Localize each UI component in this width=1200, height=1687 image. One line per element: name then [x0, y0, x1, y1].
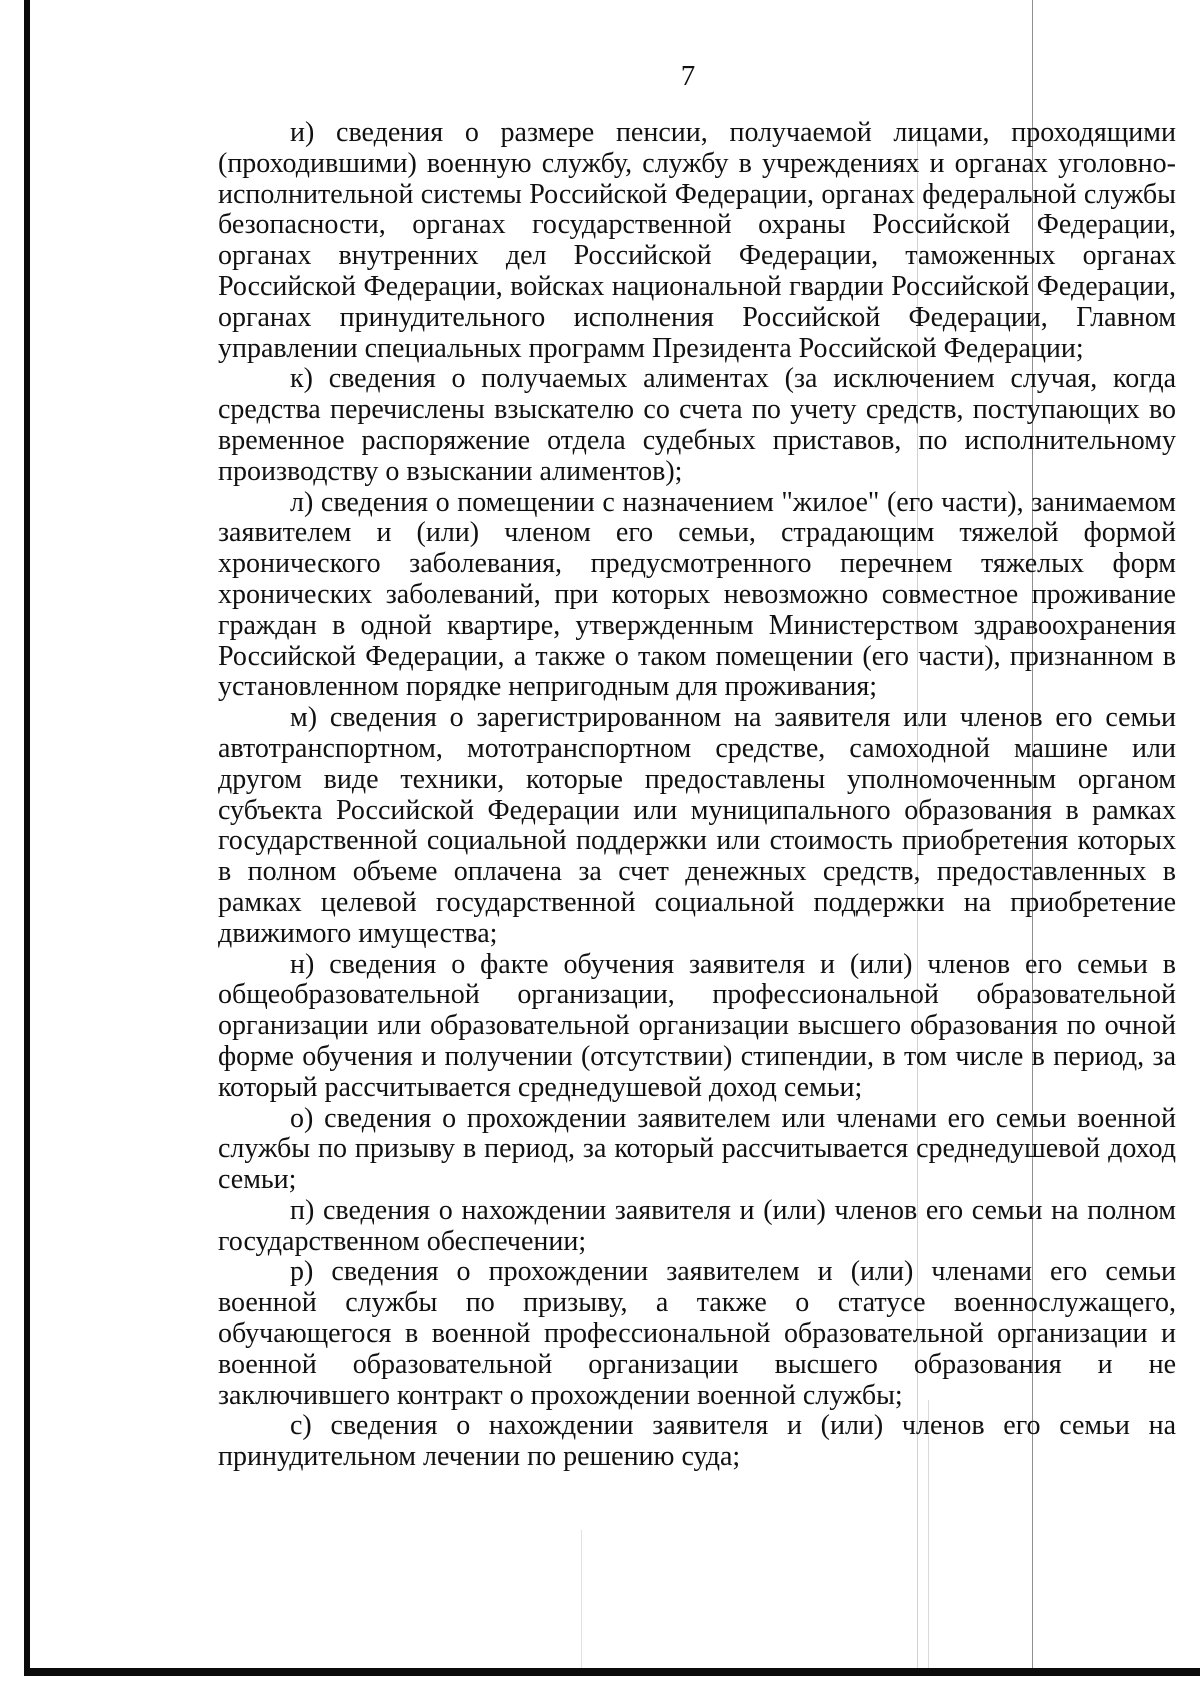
paragraph-r: р) сведения о прохождении заявителем и (или) членами его семьи военной службы по призыву, а также о статусе военнослужащего, обучающегося в военной профессиональной образовательной организации и военной образовательной организации высшего образования и не заключившего контракт о прохождении военной службы; — [218, 1256, 1176, 1411]
paragraph-n: н) сведения о факте обучения заявителя и (или) членов его семьи в общеобразовательной организации, профессиональной образовательной организации или образовательной организации высшего образования по очной форме обучения и получении (отсутствии) стипендии, в том числе в период, за который рассчитывается среднедушевой доход семьи; — [218, 948, 1176, 1103]
paragraph-o: о) сведения о прохождении заявителем или членами его семьи военной службы по призыву в период, за который рассчитывается среднедушевой доход семьи; — [218, 1102, 1176, 1196]
scan-edge-left — [24, 0, 30, 1672]
paragraph-m: м) сведения о зарегистрированном на заявителя или членов его семьи автотранспортном, мототранспортном средстве, самоходной машине или другом виде техники, которые предоставлены уполномоченным органом субъекта Российской Федерации или муниципального образования в рамках государственной социальной поддержки или стоимость приобретения которых в полном объеме оплачена за счет денежных средств, предоставленных в рамках целевой государственной социальной поддержки на приобретение движимого имущества; — [218, 702, 1176, 949]
paragraph-k: к) сведения о получаемых алиментах (за исключением случая, когда средства перечислены взыскателю со счета по учету средств, поступающих во временное распоряжение отдела судебных приставов, по исполнительному производству о взыскании алиментов); — [218, 363, 1176, 487]
paragraph-l: л) сведения о помещении с назначением "жилое" (его части), занимаемом заявителем и (или) членом его семьи, страдающим тяжелой формой хронического заболевания, предусмотренного перечнем тяжелых форм хронических заболеваний, при которых невозможно совместное проживание граждан в одной квартире, утвержденным Министерством здравоохранения Российской Федерации, а также о таком помещении (его части), признанном в установленном порядке непригодным для проживания; — [218, 486, 1176, 703]
page-number — [0, 60, 1200, 93]
scan-crease-line — [581, 1530, 582, 1668]
paragraph-i: и) сведения о размере пенсии, получаемой лицами, проходящими (проходившими) военную службу, службу в учреждениях и органах уголовно-исполнительной системы Российской Федерации, органах федеральной службы безопасности, органах государственной охраны Российской Федерации, органах внутренних дел Российской Федерации, таможенных органах Российской Федерации, войсках национальной гвардии Российской Федерации, органах принудительного исполнения Российской Федерации, Главном управлении специальных программ Президента Российской Федерации; — [218, 117, 1176, 364]
page-number-text: 7 — [680, 60, 696, 92]
paragraph-p: п) сведения о нахождении заявителя и (или) членов его семьи на полном государственном обеспечении; — [218, 1194, 1176, 1257]
paragraph-s: с) сведения о нахождении заявителя и (или) членов его семьи на принудительном лечении по решению суда; — [218, 1410, 1176, 1473]
scan-edge-bottom — [24, 1668, 1200, 1676]
document-body — [218, 118, 1176, 1473]
